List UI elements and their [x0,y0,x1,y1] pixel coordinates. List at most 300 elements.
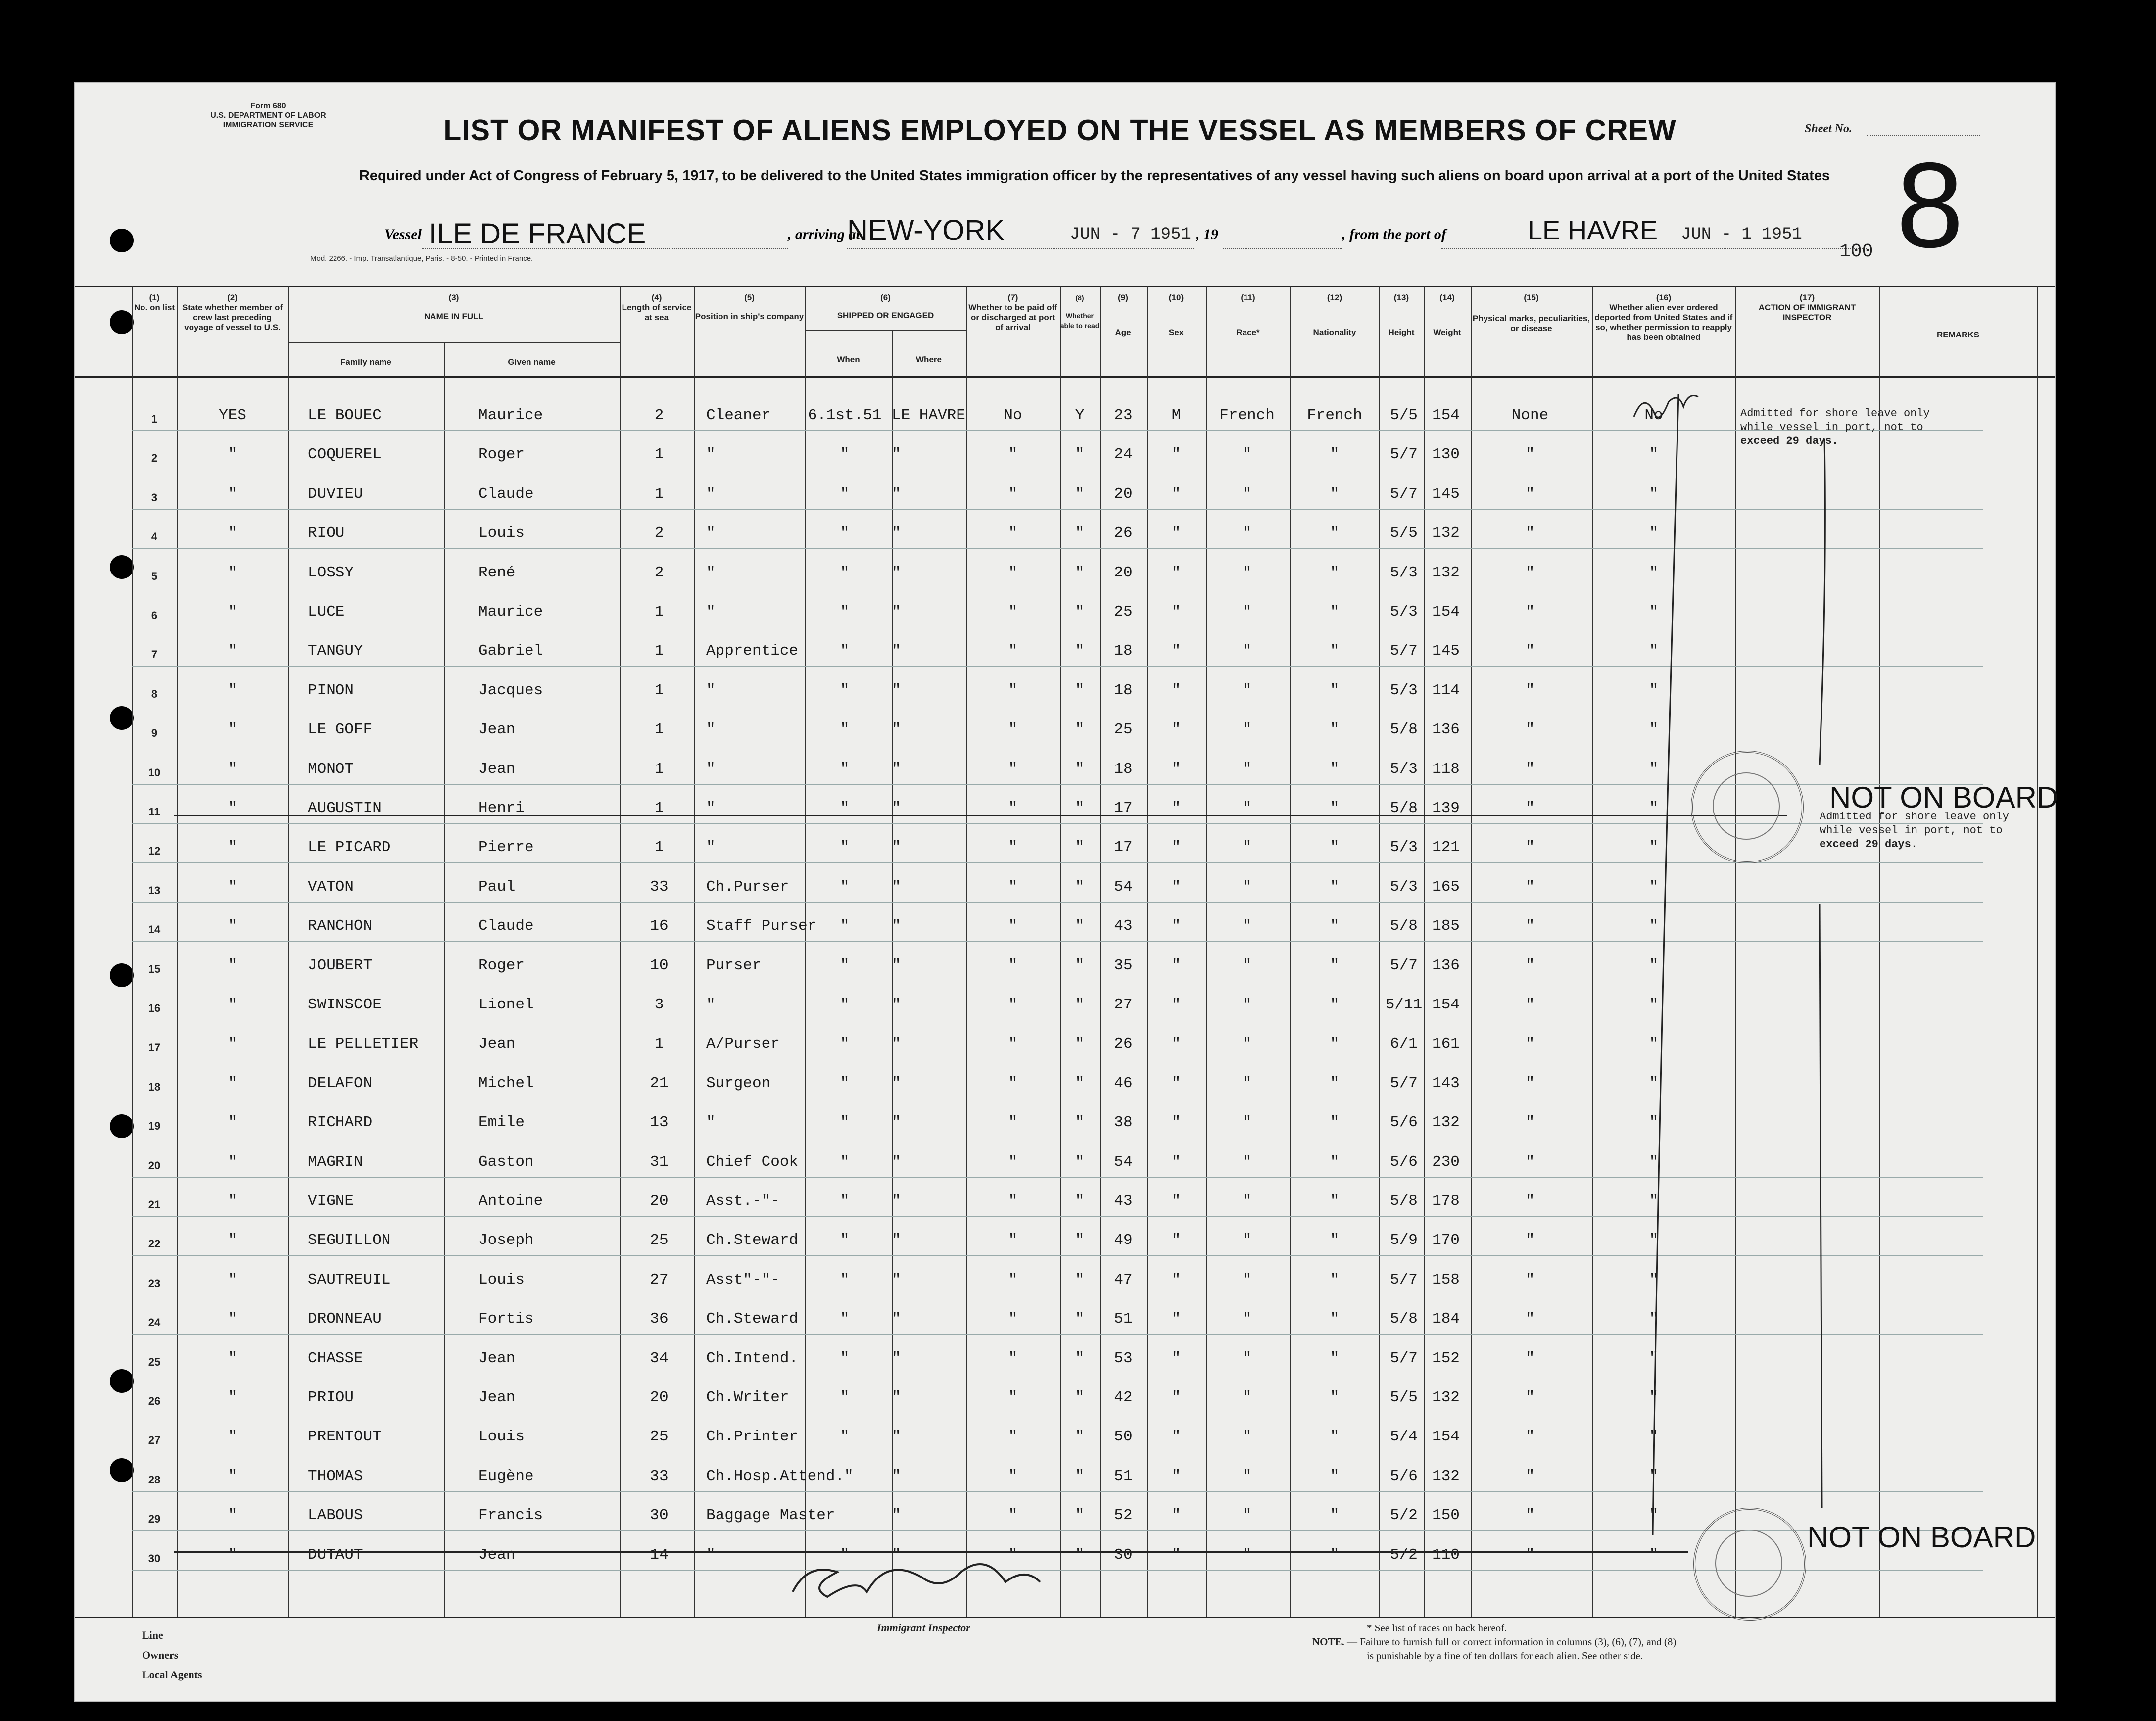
cell-position: Ch.Printer [706,1428,799,1446]
cell-race: " [1242,1349,1252,1367]
cell-position: Purser [706,956,762,974]
cell-read: " [1075,1546,1085,1564]
cell-age: 50 [1114,1428,1133,1446]
cell-when: " [840,1310,850,1328]
cell-deported: " [1649,1035,1659,1053]
arriving-port: NEW-YORK [847,214,1005,246]
cell-where: " [892,603,901,621]
cell-age: 26 [1114,525,1133,542]
cell-sex: " [1171,446,1181,464]
cell-height: 5/9 [1390,1232,1418,1249]
cell-service: 1 [654,603,664,621]
col-header-family: Family name [340,357,391,367]
cell-marks: " [1525,1035,1535,1053]
cell-given: Eugène [479,1467,534,1485]
cell-height: 5/3 [1390,603,1418,621]
cell-weight: 132 [1432,564,1460,581]
cell-race: " [1242,1271,1252,1289]
cell-position: " [706,760,716,778]
cell-read: " [1075,446,1085,464]
cell-deported: " [1649,1546,1659,1564]
cell-paid: " [1008,1035,1018,1053]
cell-prev: " [228,1232,238,1249]
cell-weight: 110 [1432,1546,1460,1564]
cell-sex: " [1171,1114,1181,1132]
cell-read: " [1075,1232,1085,1249]
cell-read: " [1075,917,1085,935]
cell-service: 33 [650,1467,669,1485]
from-label: , from the port of [1342,226,1446,242]
cell-height: 5/8 [1390,1310,1418,1328]
cell-age: 38 [1114,1114,1133,1132]
col-header-age: (9) Age [1115,293,1131,337]
cell-nat: " [1330,1310,1340,1328]
cell-where: " [892,839,901,857]
cell-height: 5/6 [1390,1114,1418,1132]
row-number: 14 [148,923,161,936]
cell-sex: " [1171,1428,1181,1446]
cell-marks: " [1525,1153,1535,1171]
manifest-sheet [74,82,2059,1702]
page-count: 100 [1839,241,1873,262]
cell-nat: " [1330,996,1340,1013]
cell-position: Ch.Hosp.Attend." [706,1467,854,1485]
cell-sex: " [1171,1074,1181,1092]
cell-height: 5/8 [1390,917,1418,935]
cell-age: 23 [1114,407,1133,424]
cell-where: " [892,446,901,464]
cell-where: " [892,1271,901,1289]
cell-where: " [892,1114,901,1132]
cell-when: " [840,1389,850,1406]
cell-sex: " [1171,564,1181,581]
row-number: 12 [148,845,161,858]
cell-family: LE PICARD [308,839,391,857]
cell-weight: 154 [1432,1428,1460,1446]
cell-marks: " [1525,721,1535,739]
cell-deported: " [1649,525,1659,542]
cell-race: French [1219,407,1275,424]
cell-given: Roger [479,956,525,974]
cell-prev: " [228,1507,238,1525]
cell-race: " [1242,1467,1252,1485]
cell-prev: " [228,996,238,1013]
cell-prev: " [228,1271,238,1289]
cell-paid: " [1008,1271,1018,1289]
cell-where: " [892,485,901,503]
row-number: 5 [151,570,158,582]
cell-paid: " [1008,1349,1018,1367]
cell-when: " [840,603,850,621]
cell-sex: " [1171,1467,1181,1485]
cell-weight: 152 [1432,1349,1460,1367]
cell-sex: " [1171,721,1181,739]
cell-where: " [892,1074,901,1092]
cell-paid: " [1008,800,1018,817]
cell-race: " [1242,1507,1252,1525]
cell-read: " [1075,681,1085,699]
cell-when: " [840,681,850,699]
cell-read: " [1075,1074,1085,1092]
admitted-remark: Admitted for shore leave only while vessel in port, not to exceed 29 days. [1740,407,1930,447]
cell-when: " [840,564,850,581]
cell-service: 1 [654,800,664,817]
cell-service: 16 [650,917,669,935]
cell-height: 5/3 [1390,681,1418,699]
cell-when: " [840,1349,850,1367]
cell-deported: " [1649,1232,1659,1249]
cell-age: 35 [1114,956,1133,974]
cell-deported: " [1649,485,1659,503]
cell-service: 21 [650,1074,669,1092]
cell-read: " [1075,721,1085,739]
cell-family: CHASSE [308,1349,363,1367]
cell-sex: " [1171,839,1181,857]
cell-nat: " [1330,917,1340,935]
cell-position: Cleaner [706,407,771,424]
cell-family: PRIOU [308,1389,354,1406]
cell-given: Claude [479,485,534,503]
cell-race: " [1242,1546,1252,1564]
cell-marks: " [1525,1310,1535,1328]
cell-position: Chief Cook [706,1153,799,1171]
cell-age: 49 [1114,1232,1133,1249]
year-label: , 19 [1196,226,1218,242]
cell-when: " [840,800,850,817]
cell-position: " [706,525,716,542]
cell-service: 1 [654,642,664,660]
cell-family: AUGUSTIN [308,800,382,817]
subtitle: Required under Act of Congress of February 5, 1917, to be delivered to the United States immigration officer by the representatives of any vessel having such aliens on board upon arrival at a port of the United States [359,168,1830,184]
cell-sex: " [1171,1035,1181,1053]
cell-service: 1 [654,1035,664,1053]
cell-weight: 139 [1432,800,1460,817]
cell-family: RICHARD [308,1114,373,1132]
row-number: 9 [151,727,158,740]
cell-paid: " [1008,839,1018,857]
cell-paid: " [1008,1507,1018,1525]
cell-nat: " [1330,1153,1340,1171]
cell-family: JOUBERT [308,956,373,974]
cell-when: " [840,917,850,935]
cell-height: 5/5 [1390,525,1418,542]
cell-race: " [1242,564,1252,581]
cell-read: " [1075,1193,1085,1210]
cell-sex: " [1171,681,1181,699]
cell-where: " [892,681,901,699]
cell-paid: " [1008,1546,1018,1564]
cell-read: " [1075,1153,1085,1171]
cell-weight: 145 [1432,642,1460,660]
cell-age: 17 [1114,839,1133,857]
cell-paid: " [1008,1193,1018,1210]
cell-marks: " [1525,1193,1535,1210]
cell-race: " [1242,446,1252,464]
cell-nat: " [1330,525,1340,542]
cell-age: 52 [1114,1507,1133,1525]
cell-family: TANGUY [308,642,363,660]
cell-deported: " [1649,446,1659,464]
cell-marks: " [1525,1074,1535,1092]
col-header-position: (5) Position in ship's company [695,293,804,321]
cell-read: " [1075,956,1085,974]
cell-family: MAGRIN [308,1153,363,1171]
cell-family: DRONNEAU [308,1310,382,1328]
cell-weight: 143 [1432,1074,1460,1092]
col-header-service: (4) Length of service at sea [622,293,692,322]
cell-sex: " [1171,1153,1181,1171]
cell-given: Emile [479,1114,525,1132]
col-header-shipped: (6) SHIPPED OR ENGAGED [837,293,934,320]
cell-deported: " [1649,996,1659,1013]
cell-nat: " [1330,1349,1340,1367]
cell-nat: " [1330,1546,1340,1564]
cell-where: " [892,917,901,935]
cell-prev: " [228,525,238,542]
cell-family: COQUEREL [308,446,382,464]
cell-where: " [892,525,901,542]
admitted-remark-2: Admitted for shore leave only while vessel in port, not to exceed 29 days. [1820,811,2009,851]
cell-service: 3 [654,996,664,1013]
col-header-deported: (16) Whether alien ever ordered deported from United States and if so, whether permission to reapply has been obtained [1594,293,1733,342]
cell-paid: " [1008,878,1018,896]
cell-height: 5/7 [1390,1349,1418,1367]
cell-given: Louis [479,1428,525,1446]
cell-position: Apprentice [706,642,799,660]
cell-when: " [840,1232,850,1249]
cell-marks: " [1525,1114,1535,1132]
cell-family: THOMAS [308,1467,363,1485]
cell-service: 1 [654,485,664,503]
cell-when: " [840,525,850,542]
cell-service: 10 [650,956,669,974]
cell-service: 1 [654,760,664,778]
cell-service: 20 [650,1389,669,1406]
row-number: 26 [148,1395,161,1407]
cell-nat: " [1330,446,1340,464]
cell-race: " [1242,800,1252,817]
cell-read: " [1075,839,1085,857]
cell-marks: None [1511,407,1549,424]
cell-prev: " [228,1114,238,1132]
cell-position: " [706,1114,716,1132]
cell-prev: YES [219,407,246,424]
cell-age: 51 [1114,1310,1133,1328]
cell-read: " [1075,642,1085,660]
cell-weight: 150 [1432,1507,1460,1525]
fine-note: NOTE. — Failure to furnish full or correct information in columns (3), (6), (7), and (8) [1312,1636,1677,1648]
cell-prev: " [228,760,238,778]
cell-when: " [840,1271,850,1289]
cell-deported: " [1649,681,1659,699]
cell-position: A/Purser [706,1035,780,1053]
cell-nat: " [1330,1271,1340,1289]
cell-position: Ch.Writer [706,1389,789,1406]
row-number: 10 [148,766,161,779]
cell-family: DUTAUT [308,1546,363,1564]
footer-owners-label: Owners [142,1649,179,1661]
cell-prev: " [228,1153,238,1171]
cell-position: " [706,681,716,699]
cell-marks: " [1525,1349,1535,1367]
cell-where: " [892,1232,901,1249]
cell-deported: " [1649,760,1659,778]
cell-race: " [1242,525,1252,542]
cell-marks: " [1525,917,1535,935]
row-number: 8 [151,687,158,700]
cell-race: " [1242,1035,1252,1053]
cell-age: 43 [1114,917,1133,935]
cell-marks: " [1525,800,1535,817]
cell-service: 20 [650,1193,669,1210]
cell-marks: " [1525,603,1535,621]
col-header-read: (8) Whether able to read [1060,294,1100,330]
cell-sex: " [1171,1310,1181,1328]
cell-marks: " [1525,681,1535,699]
cell-paid: No [1004,407,1022,424]
cell-given: Jean [479,1389,516,1406]
cell-given: Joseph [479,1232,534,1249]
cell-service: 30 [650,1507,669,1525]
cell-height: 5/7 [1390,485,1418,503]
cell-paid: " [1008,525,1018,542]
row-number: 2 [151,452,158,465]
cell-sex: " [1171,603,1181,621]
cell-given: Jean [479,760,516,778]
cell-nat: " [1330,485,1340,503]
cell-age: 27 [1114,996,1133,1013]
cell-read: " [1075,485,1085,503]
cell-family: LE PELLETIER [308,1035,419,1053]
cell-sex: M [1171,407,1181,424]
cell-given: Jean [479,1546,516,1564]
cell-given: Henri [479,800,525,817]
cell-prev: " [228,839,238,857]
cell-race: " [1242,642,1252,660]
col-header-weight: (14) Weight [1433,293,1461,337]
races-note: * See list of races on back hereof. [1367,1622,1507,1634]
cell-position: Ch.Steward [706,1310,799,1328]
cell-race: " [1242,1310,1252,1328]
col-header-given: Given name [508,357,556,367]
cell-nat: " [1330,956,1340,974]
cell-position: Ch.Intend. [706,1349,799,1367]
cell-deported: " [1649,800,1659,817]
row-number: 30 [148,1552,161,1565]
cell-position: " [706,996,716,1013]
cell-age: 53 [1114,1349,1133,1367]
cell-sex: " [1171,1507,1181,1525]
cell-deported: " [1649,1349,1659,1367]
cell-family: PRENTOUT [308,1428,382,1446]
cell-nat: " [1330,1507,1340,1525]
cell-height: 5/7 [1390,446,1418,464]
cell-where: " [892,1193,901,1210]
cell-when: " [840,839,850,857]
cell-deported: " [1649,642,1659,660]
cell-when: " [840,485,850,503]
cell-when: " [840,446,850,464]
cell-when: " [840,642,850,660]
cell-marks: " [1525,1507,1535,1525]
cell-read: " [1075,1507,1085,1525]
cell-deported: " [1649,1271,1659,1289]
cell-paid: " [1008,681,1018,699]
cell-position: " [706,564,716,581]
cell-given: Claude [479,917,534,935]
cell-position: Baggage Master [706,1507,835,1525]
cell-given: Antoine [479,1193,543,1210]
cell-when: " [840,1193,850,1210]
cell-weight: 185 [1432,917,1460,935]
cell-service: 31 [650,1153,669,1171]
cell-given: Gabriel [479,642,543,660]
cell-when: " [840,760,850,778]
cell-age: 20 [1114,564,1133,581]
cell-height: 5/11 [1385,996,1423,1013]
cell-service: 2 [654,407,664,424]
cell-prev: " [228,1074,238,1092]
cell-where: " [892,1153,901,1171]
cell-race: " [1242,485,1252,503]
cell-prev: " [228,721,238,739]
col-header-sex: (10) Sex [1168,293,1184,337]
col-header-marks: (15) Physical marks, peculiarities, or disease [1472,293,1590,333]
row-number: 27 [148,1434,161,1447]
row-number: 28 [148,1473,161,1486]
cell-age: 43 [1114,1193,1133,1210]
cell-family: MONOT [308,760,354,778]
row-number: 6 [151,609,158,621]
department: U.S. DEPARTMENT OF LABOR [210,111,326,120]
cell-marks: " [1525,1546,1535,1564]
cell-height: 5/2 [1390,1507,1418,1525]
cell-weight: 136 [1432,721,1460,739]
cell-deported: " [1649,721,1659,739]
cell-age: 20 [1114,485,1133,503]
cell-nat: " [1330,1193,1340,1210]
cell-weight: 178 [1432,1193,1460,1210]
form-number: Form 680 [250,102,286,110]
cell-nat: " [1330,1389,1340,1406]
cell-height: 5/5 [1390,407,1418,424]
cell-nat: " [1330,1074,1340,1092]
cell-sex: " [1171,1193,1181,1210]
cell-deported: " [1649,1074,1659,1092]
cell-deported: " [1649,1389,1659,1406]
col-header-remarks: REMARKS [1937,330,1979,339]
cell-read: " [1075,996,1085,1013]
cell-race: " [1242,1389,1252,1406]
cell-read: " [1075,1349,1085,1367]
cell-nat: " [1330,721,1340,739]
cell-age: 54 [1114,878,1133,896]
cell-deported: " [1649,1310,1659,1328]
signature-scrawl [1634,396,1698,418]
cell-weight: 154 [1432,407,1460,424]
cell-race: " [1242,1428,1252,1446]
cell-weight: 230 [1432,1153,1460,1171]
cell-deported: " [1649,917,1659,935]
arriving-label: , arriving at [788,226,860,242]
departure-date: JUN - 1 1951 [1681,225,1802,244]
cell-age: 18 [1114,681,1133,699]
cell-marks: " [1525,564,1535,581]
cell-sex: " [1171,956,1181,974]
cell-marks: " [1525,1271,1535,1289]
cell-read: " [1075,603,1085,621]
cell-read: " [1075,800,1085,817]
